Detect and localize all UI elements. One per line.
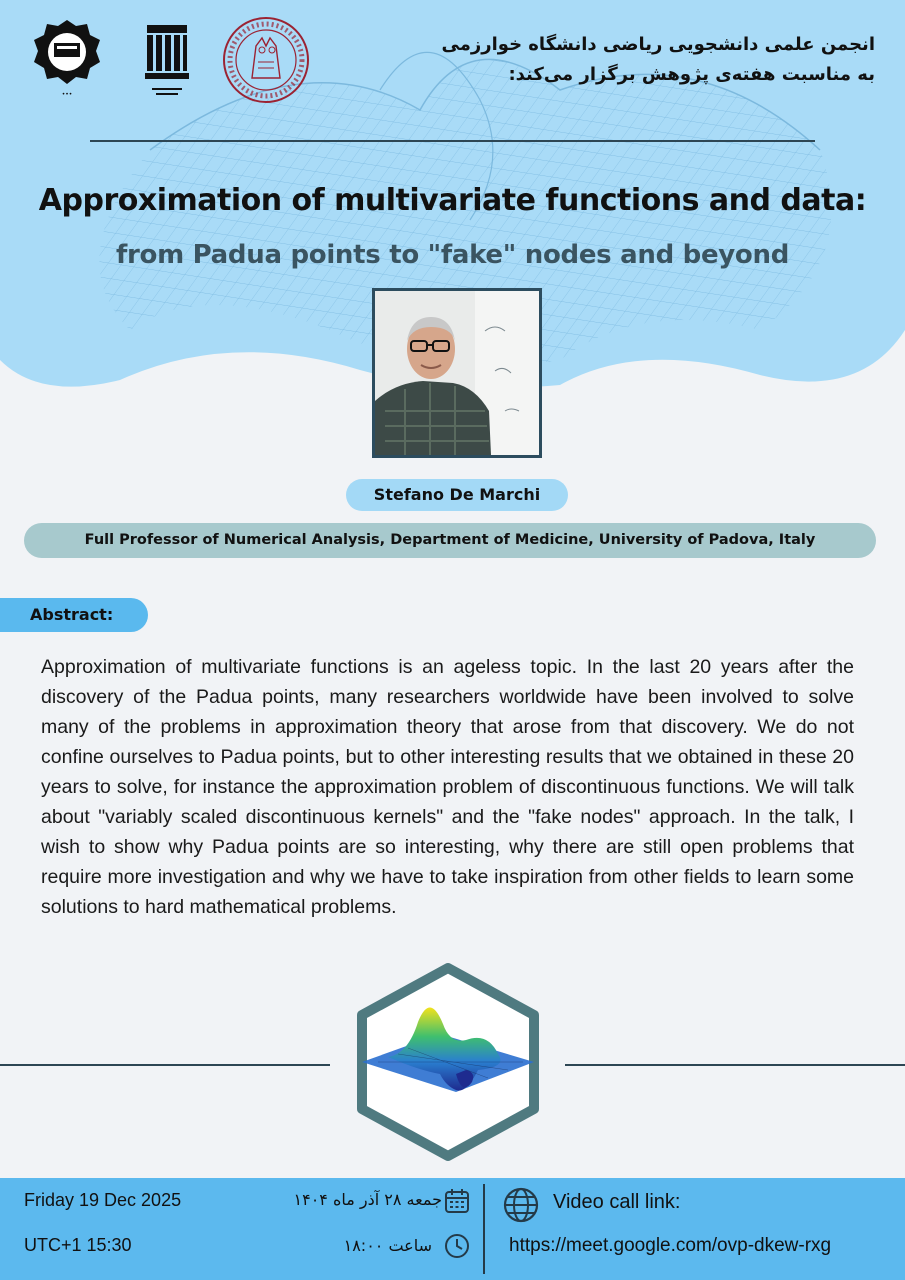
- abstract-label: Abstract:: [0, 598, 148, 632]
- abstract-text: Approximation of multivariate functions is an ageless topic. In the last 20 years after the discovery of the Padua points, many researchers worldwide have been involved to solve many of the problems in approximation theory that arose from that discovery. We do not confine ourselves to Padua points, but to other interesting results that we obtained in these 20 years to solve, for instance the approximation problem of discontinuous functions. We will talk about "variably scaled discontinuous kernels" and the "fake nodes" approach. In the talk, I wish to show why Padua points are so interesting, why there are still open problems that require more investigation and why we have to take inspiration from other fields to learn some solutions to hard mathematical problems.: [41, 656, 854, 918]
- bottom-divider-right: [565, 1064, 905, 1066]
- clock-icon: [444, 1233, 470, 1259]
- talk-subtitle: from Padua points to "fake" nodes and beyond: [115, 240, 790, 270]
- bottom-divider-left: [0, 1064, 330, 1066]
- time-english: UTC+1 15:30: [24, 1235, 132, 1255]
- organizer-line-2: به مناسبت هفته‌ی پژوهش برگزار می‌کند:: [508, 64, 875, 85]
- organizer-text: [315, 30, 875, 90]
- padova-university-seal: [222, 16, 310, 104]
- speaker-name: Stefano De Marchi: [346, 479, 568, 511]
- top-divider: [90, 140, 815, 142]
- organizer-line-1: انجمن علمی دانشجویی ریاضی دانشگاه خوارزمی: [441, 34, 875, 55]
- talk-title: Approximation of multivariate functions and data:: [38, 183, 867, 218]
- surface-plot-hexagon: [348, 962, 548, 1162]
- date-persian: جمعه ۲۸ آذر ماه ۱۴۰۴: [293, 1190, 442, 1209]
- math-association-logo: [32, 18, 102, 102]
- speaker-affiliation: Full Professor of Numerical Analysis, Department of Medicine, University of Padova, Italy: [24, 523, 876, 558]
- globe-icon: [503, 1187, 539, 1223]
- svg-text:•••: •••: [61, 91, 73, 98]
- video-call-link[interactable]: https://meet.google.com/ovp-dkew-rxg: [509, 1235, 832, 1256]
- calendar-icon: [444, 1188, 470, 1214]
- speaker-photo: [372, 288, 542, 458]
- date-english: Friday 19 Dec 2025: [24, 1190, 182, 1210]
- video-call-label: Video call link:: [553, 1191, 681, 1213]
- footer-divider: [483, 1184, 485, 1274]
- kharazmi-university-logo: [142, 22, 192, 102]
- time-persian: ساعت ۱۸:۰۰: [343, 1236, 432, 1255]
